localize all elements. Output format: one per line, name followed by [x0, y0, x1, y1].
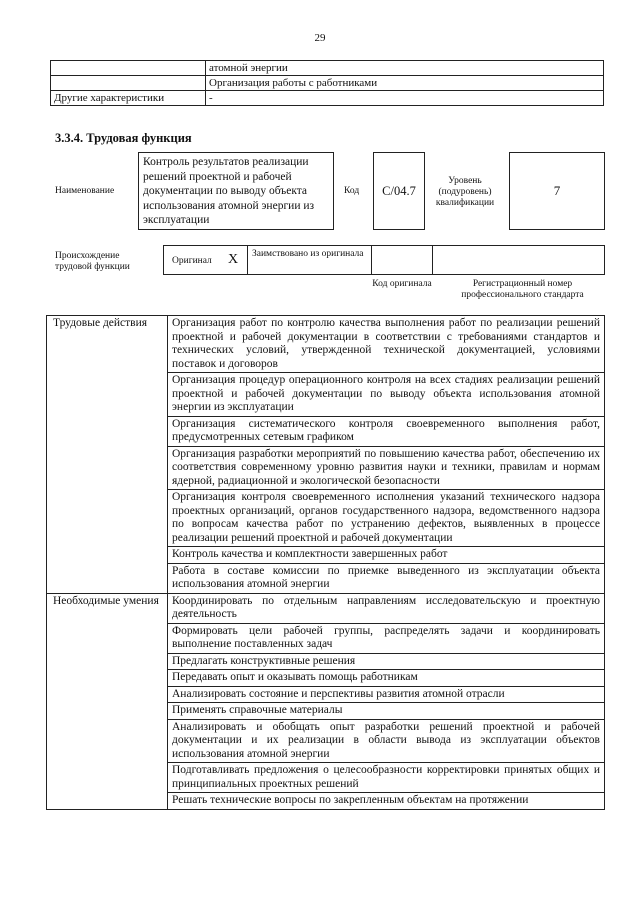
- table-cell: [51, 61, 206, 76]
- table-cell: Организация работ по контролю качества выполнения работ по реализации решений проектной и рабочей документации в соответствии с требованиями стандартов и технических условий, утвержденной технической документацией, условиями поставок и договоров: [168, 316, 605, 373]
- continuation-table: [50, 60, 604, 106]
- function-details-table: [46, 315, 605, 810]
- divider: [371, 246, 372, 274]
- table-cell: Предлагать конструктивные решения: [168, 653, 605, 670]
- section-heading: 3.3.4. Трудовая функция: [55, 131, 192, 145]
- table-cell: Формировать цели рабочей группы, распределять задачи и координировать выполнение поставленных задач: [168, 623, 605, 653]
- code-value-box: C/04.7: [373, 152, 425, 230]
- original-mark: X: [228, 252, 239, 267]
- table-cell: Контроль качества и комплектности завершенных работ: [168, 547, 605, 564]
- table-cell: Организация контроля своевременного исполнения указаний технического надзора проектных организаций, органов государственного надзора, ведомственного надзора по вопросам качества работ по устранению дефектов, выявленных в процессе реализации решений проектной и рабочей документации: [168, 490, 605, 547]
- table-cell: Организация работы с работниками: [206, 76, 604, 91]
- level-value-box: 7: [509, 152, 605, 230]
- table-cell: Координировать по отдельным направлениям исследовательскую и проектную деятельность: [168, 593, 605, 623]
- table-cell: Решать технические вопросы по закрепленным объектам на протяжении: [168, 793, 605, 810]
- table-row: [51, 76, 604, 91]
- origin-label: Происхождение трудовой функции: [55, 251, 130, 272]
- table-cell: атомной энергии: [206, 61, 604, 76]
- original-label: Оригинал: [172, 256, 212, 266]
- table-cell: Передавать опыт и оказывать помощь работникам: [168, 670, 605, 687]
- code-label: Код: [344, 186, 360, 196]
- table-cell: Подготавливать предложения о целесообразности корректировки принятых общих и принципиальных проектных решений: [168, 763, 605, 793]
- origin-row: [163, 245, 605, 275]
- page-number: 29: [314, 32, 326, 44]
- table-cell: Работа в составе комиссии по приемке выведенного из эксплуатации объекта использования атомной энергии: [168, 563, 605, 593]
- table-cell: Другие характеристики: [51, 91, 206, 106]
- name-label: Наименование: [55, 186, 115, 196]
- table-cell: [51, 76, 206, 91]
- table-row: [51, 91, 604, 106]
- reg-number-caption: Регистрационный номер профессионального стандарта: [461, 279, 584, 300]
- table-row: [51, 61, 604, 76]
- table-cell: -: [206, 91, 604, 106]
- table-cell: Анализировать и обобщать опыт разработки решений проектной и рабочей документации и их реализации в области вывода из эксплуатации объектов использования атомной энергии: [168, 719, 605, 763]
- divider: [247, 246, 248, 274]
- table-cell: Организация процедур операционного контроля на всех стадиях реализации решений проектной и рабочей документации по выводу объекта использования атомной энергии из эксплуатации: [168, 373, 605, 417]
- borrowed-label: Заимствовано из оригинала: [252, 249, 364, 259]
- divider: [432, 246, 433, 274]
- function-name-box: Контроль результатов реализации решений проектной и рабочей документации по выводу объекта использования атомной энергии из эксплуатации: [138, 152, 334, 230]
- code-original-caption: Код оригинала: [372, 279, 432, 289]
- table-cell: Применять справочные материалы: [168, 703, 605, 720]
- table-row: [47, 593, 605, 623]
- section-header-labor-actions: Трудовые действия: [47, 316, 168, 594]
- table-cell: Организация разработки мероприятий по повышению качества работ, обеспечению их соответствия современному уровню развития науки и техники, правилам и нормам ядерной, радиационной и экологической безопасности: [168, 446, 605, 490]
- table-cell: Анализировать состояние и перспективы развития атомной отрасли: [168, 686, 605, 703]
- table-cell: Организация систематического контроля своевременного выполнения работ, предусмотренных сетевым графиком: [168, 416, 605, 446]
- section-header-required-skills: Необходимые умения: [47, 593, 168, 809]
- table-row: [47, 316, 605, 373]
- level-label: Уровень (подуровень) квалификации: [435, 176, 495, 208]
